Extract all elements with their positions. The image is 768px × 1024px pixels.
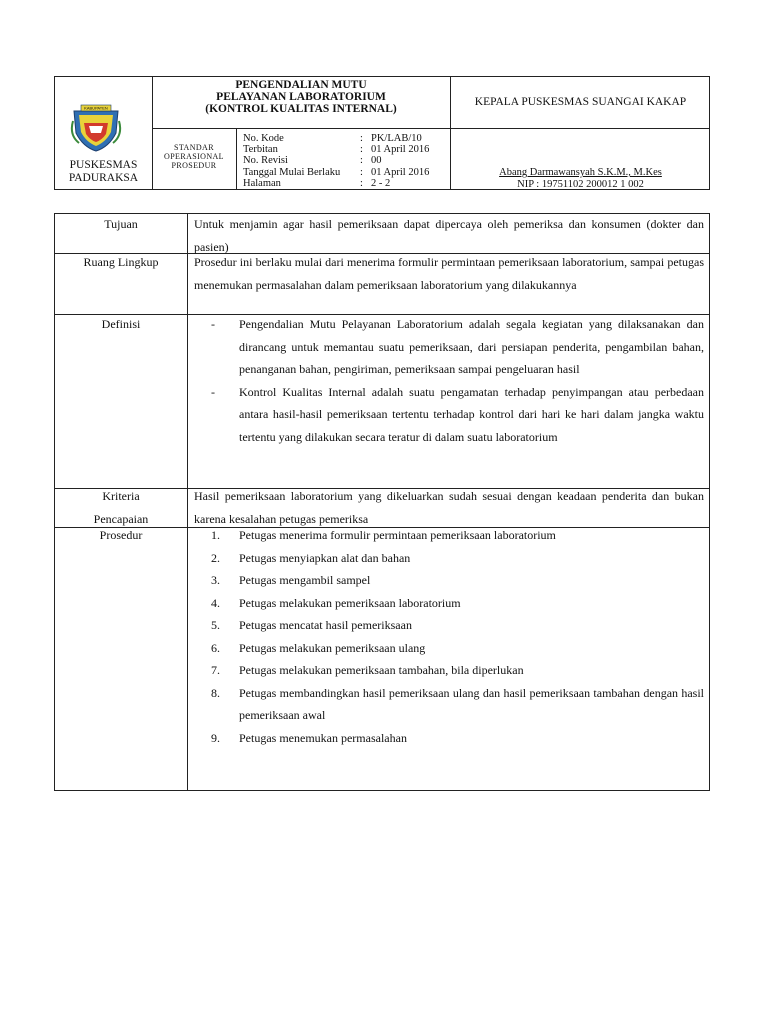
logo-text: KABUPATEN [84, 105, 108, 111]
prosedur-step: Petugas mengambil sampel [239, 573, 371, 587]
institution-name [55, 159, 152, 185]
list-item: 7. Petugas melakukan pemeriksaan tambahan, bila diperlukan [211, 659, 704, 682]
signature-block [450, 167, 711, 190]
meta-value: 01 April 2016 [371, 166, 430, 178]
definisi-list [211, 313, 704, 448]
definisi-item: Kontrol Kualitas Internal adalah suatu pengamatan terhadap penyimpangan atau perbedaan antara hasil-hasil pemeriksaan tertentu terhadap kontrol dari hari ke hari dalam jangka waktu tertentu yang dilakukan secara teratur di dalam suatu laboratorium [239, 384, 704, 444]
meta-key: No. Kode [243, 133, 284, 144]
list-item: 4. Petugas melakukan pemeriksaan laboratorium [211, 592, 704, 615]
kepala-label: KEPALA PUSKESMAS SUANGAI KAKAP [474, 96, 687, 108]
document-title [152, 79, 450, 115]
list-item: 6. Petugas melakukan pemeriksaan ulang [211, 637, 704, 660]
definisi-item: Pengendalian Mutu Pelayanan Laboratorium adalah segala kegiatan yang dilaksanakan dan dirancang untuk memantau suatu pemeriksaan, dari persiapan penderita, pengambilan bahan, penanganan bahan, pengiriman, pemeriksaan sampai pengeluaran hasil [239, 317, 704, 376]
divider [236, 128, 237, 189]
list-item: 9. Petugas menemukan permasalahan [211, 727, 704, 750]
meta-key: Halaman [243, 177, 281, 189]
meta-key: Tanggal Mulai Berlaku [243, 166, 341, 178]
sop-content-table [54, 213, 710, 791]
list-item: - Pengendalian Mutu Pelayanan Laboratorium adalah segala kegiatan yang dilaksanakan dan dirancang untuk memantau suatu pemeriksaan, dari persiapan penderita, pengambilan bahan, penanganan bahan, pengiriman, pemeriksaan sampai pengeluaran hasil [211, 313, 704, 381]
meta-row: Terbitan : 01 April 2016 [243, 144, 430, 156]
list-item: 1. Petugas menerima formulir permintaan pemeriksaan laboratorium [211, 524, 704, 547]
prosedur-step: Petugas melakukan pemeriksaan ulang [239, 640, 426, 655]
document-metadata [243, 133, 429, 189]
signer-nip: NIP : 19751102 200012 1 002 [517, 178, 644, 190]
regency-emblem-logo [69, 103, 123, 153]
meta-key: No. Revisi [243, 155, 288, 167]
list-item: - Kontrol Kualitas Internal adalah suatu pengamatan terhadap penyimpangan atau perbedaan antara hasil-hasil pemeriksaan tertentu terhadap kontrol dari hari ke hari dalam jangka waktu tertentu yang dilakukan secara teratur di dalam suatu laboratorium [211, 381, 704, 449]
meta-value: 00 [371, 155, 382, 167]
row-label-tujuan: Tujuan [104, 217, 138, 231]
list-item: 2. Petugas menyiapkan alat dan bahan [211, 547, 704, 570]
row-label-definisi: Definisi [101, 317, 141, 331]
meta-row: No. Revisi : 00 [243, 155, 382, 167]
meta-row: Halaman : 2 - 2 [243, 177, 391, 189]
list-item: 5. Petugas mencatat hasil pemeriksaan [211, 614, 704, 637]
meta-value: 2 - 2 [371, 177, 391, 189]
label-line: Kriteria [102, 489, 140, 503]
list-item: 3. Petugas mengambil sampel [211, 569, 704, 592]
sop-line: OPERASIONAL [164, 152, 224, 161]
prosedur-step: Petugas menemukan permasalahan [239, 730, 407, 745]
row-label-ruang-lingkup: Ruang Lingkup [83, 255, 159, 269]
prosedur-step: Petugas melakukan pemeriksaan laboratorium [239, 595, 461, 610]
title-line: PENGENDALIAN MUTU [235, 79, 367, 91]
meta-key: Terbitan [243, 144, 278, 156]
title-line: (KONTROL KUALITAS INTERNAL) [205, 103, 397, 115]
signer-name: Abang Darmawansyah S.K.M., M.Kes [499, 167, 662, 178]
ruang-lingkup-text: Prosedur ini berlaku mulai dari menerima formulir permintaan pemeriksaan laboratorium, sampai petugas menemukan permasalahan dalam pemeriksaan laboratorium yang dilakukannya [194, 255, 704, 292]
document-header [54, 76, 710, 190]
row-label-prosedur: Prosedur [99, 528, 143, 542]
meta-row: Tanggal Mulai Berlaku : 01 April 2016 [243, 166, 430, 178]
kriteria-text: Hasil pemeriksaan laboratorium yang dikeluarkan sudah sesuai dengan keadaan penderita dan bukan karena kesalahan petugas pemeriksa [194, 489, 704, 526]
label-line: Pencapaian [93, 511, 149, 526]
meta-row: No. Kode : PK/LAB/10 [243, 133, 422, 144]
prosedur-step: Petugas membandingkan hasil pemeriksaan ulang dan hasil pemeriksaan tambahan dengan hasil pemeriksaan awal [239, 685, 704, 722]
meta-value: 01 April 2016 [371, 144, 430, 156]
sop-label [152, 143, 236, 170]
column-divider [187, 214, 188, 790]
list-item: 8. Petugas membandingkan hasil pemeriksaan ulang dan hasil pemeriksaan tambahan dengan hasil pemeriksaan awal [211, 682, 704, 727]
prosedur-step: Petugas mencatat hasil pemeriksaan [239, 618, 412, 632]
sop-line: PROSEDUR [171, 161, 217, 170]
meta-value: PK/LAB/10 [371, 133, 422, 144]
tujuan-text: Untuk menjamin agar hasil pemeriksaan dapat dipercaya oleh pemeriksa dan konsumen (dokter dan pasien) [194, 217, 704, 254]
sop-line: STANDAR [174, 143, 214, 152]
institution-line: PADURAKSA [68, 172, 139, 184]
prosedur-list [211, 524, 704, 749]
prosedur-step: Petugas menerima formulir permintaan pemeriksaan laboratorium [239, 528, 556, 542]
prosedur-step: Petugas melakukan pemeriksaan tambahan, bila diperlukan [239, 663, 524, 677]
institution-line: PUSKESMAS [69, 159, 138, 171]
prosedur-step: Petugas menyiapkan alat dan bahan [239, 550, 411, 565]
title-line: PELAYANAN LABORATORIUM [216, 91, 386, 103]
